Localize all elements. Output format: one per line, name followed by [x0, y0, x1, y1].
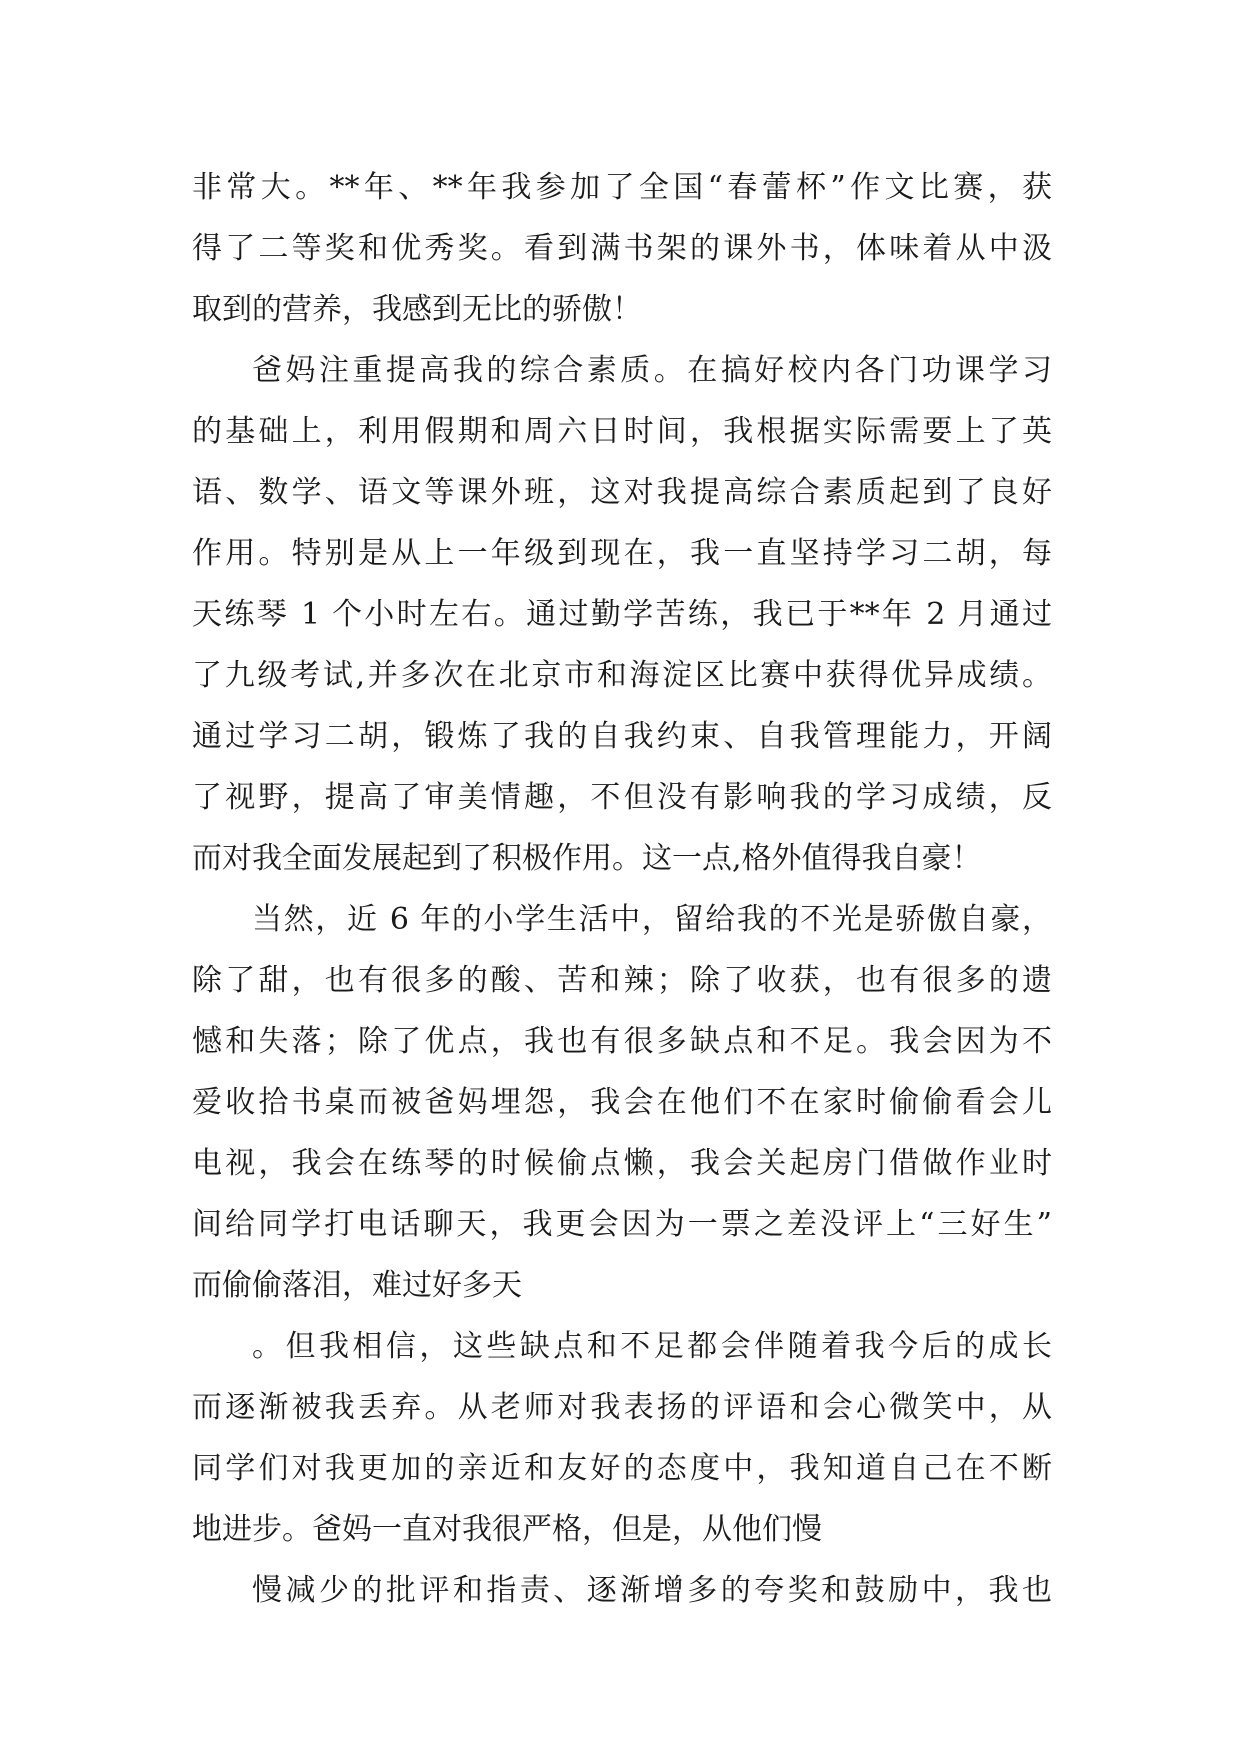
text-line: 了视野，提高了审美情趣，不但没有影响我的学习成绩，反: [192, 780, 1052, 815]
text-line: 而对我全面发展起到了积极作用。这一点,格外值得我自豪！: [192, 841, 982, 876]
text-line: 语、数学、语文等课外班，这对我提高综合素质起到了良好: [192, 475, 1052, 510]
text-line: 当然，近 6 年的小学生活中，留给我的不光是骄傲自豪，: [252, 902, 1052, 937]
document-body: [192, 157, 1052, 1621]
text-line: 得了二等奖和优秀奖。看到满书架的课外书，体味着从中汲: [192, 231, 1052, 266]
text-line: 慢减少的批评和指责、逐渐增多的夸奖和鼓励中，我也: [252, 1573, 1052, 1608]
text-line: 通过学习二胡，锻炼了我的自我约束、自我管理能力，开阔: [192, 719, 1052, 754]
text-line: 除了甜，也有很多的酸、苦和辣；除了收获，也有很多的遗: [192, 963, 1052, 998]
text-line: 作用。特别是从上一年级到现在，我一直坚持学习二胡，每: [192, 536, 1052, 571]
text-line: 而逐渐被我丢弃。从老师对我表扬的评语和会心微笑中，从: [192, 1390, 1052, 1425]
paragraph-5: [192, 1560, 1052, 1621]
text-line: 天练琴 1 个小时左右。通过勤学苦练，我已于**年 2 月通过: [192, 597, 1052, 632]
paragraph-1: [192, 157, 1052, 340]
text-line: 取到的营养，我感到无比的骄傲！: [192, 292, 642, 327]
paragraph-3: [192, 889, 1052, 1316]
text-line: 憾和失落；除了优点，我也有很多缺点和不足。我会因为不: [192, 1024, 1052, 1059]
text-line: 同学们对我更加的亲近和友好的态度中，我知道自己在不断: [192, 1451, 1052, 1486]
paragraph-4: [192, 1316, 1052, 1560]
text-line: 地进步。爸妈一直对我很严格，但是，从他们慢: [192, 1512, 822, 1547]
text-line: 爸妈注重提高我的综合素质。在搞好校内各门功课学习: [252, 353, 1052, 388]
text-line: 非常大。**年、**年我参加了全国“春蕾杯”作文比赛，获: [192, 170, 1052, 205]
text-line: 而偷偷落泪，难过好多天: [192, 1268, 522, 1303]
text-line: 。但我相信，这些缺点和不足都会伴随着我今后的成长: [252, 1329, 1052, 1364]
paragraph-2: [192, 340, 1052, 889]
text-line: 了九级考试,并多次在北京市和海淀区比赛中获得优异成绩。: [192, 658, 1052, 693]
text-line: 的基础上，利用假期和周六日时间，我根据实际需要上了英: [192, 414, 1052, 449]
text-line: 爱收拾书桌而被爸妈埋怨，我会在他们不在家时偷偷看会儿: [192, 1085, 1052, 1120]
text-line: 间给同学打电话聊天，我更会因为一票之差没评上“三好生”: [192, 1207, 1052, 1242]
text-line: 电视，我会在练琴的时候偷点懒，我会关起房门借做作业时: [192, 1146, 1052, 1181]
